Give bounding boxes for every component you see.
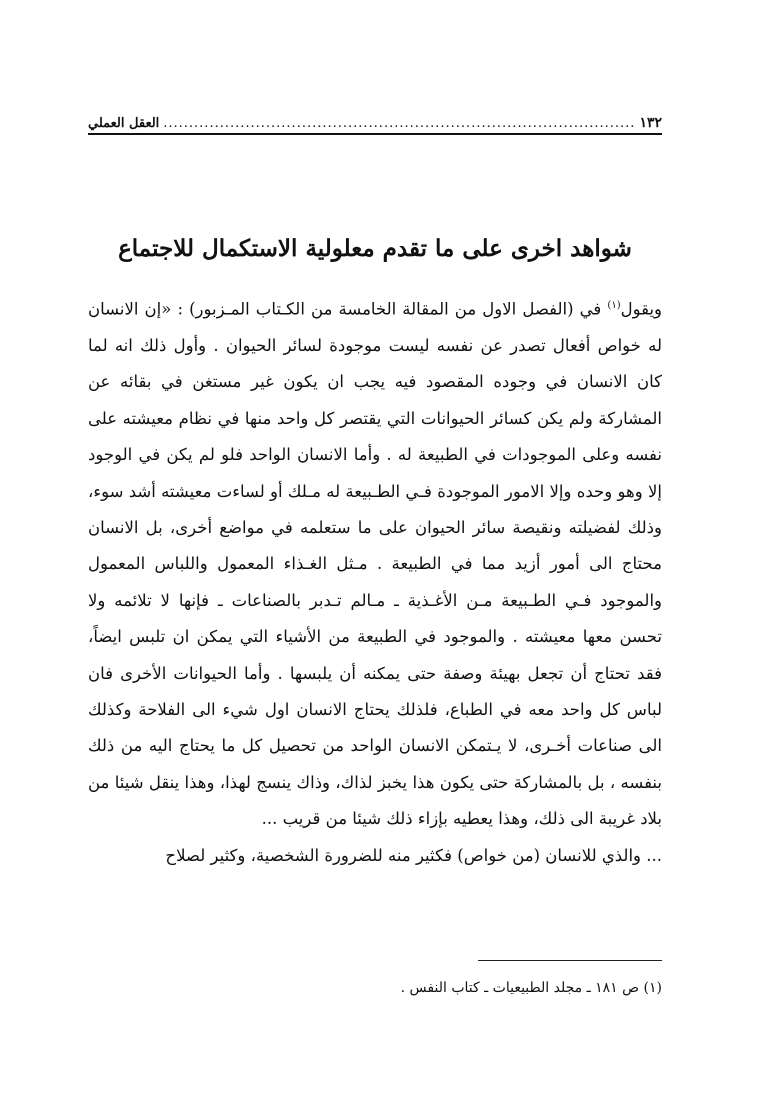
footnote-reference: (١) xyxy=(607,300,621,311)
section-heading: شواهد اخرى على ما تقدم معلولية الاستكمال للاجتماع xyxy=(118,235,632,262)
running-title: العقل العملي xyxy=(88,116,160,131)
footnote-divider xyxy=(478,960,662,961)
body-text xyxy=(88,288,662,874)
page-number: ١٣٢ xyxy=(639,115,662,131)
paragraph: ... والذي للانسان (من خواص) فكثير منه للضرورة الشخصية، وكثير لصلاح xyxy=(165,845,662,865)
paragraph-intro: ويقول xyxy=(620,299,663,319)
paragraph xyxy=(88,288,662,838)
paragraph-text: في (الفصل الاول من المقالة الخامسة من الكـتاب المـزبور) : «إن الانسان له خواص أفعال تصدر عن نفسه ليست موجودة لسائر الحيوان . وأول ذلك انه لما كان الانسان في وجوده المقصود فيه يجب ان يكون غير مستغن في بقائه عن المشاركة ولم يكن كسائر الحيوانات التي يقتصر كل واحد منها في نظام معيشته على نفسه وعلى الموجودات في الطبيعة له . وأما الانسان الواحد فلو لم يكن في الوجود إلا وهو وحده وإلا الامور الموجودة فـي الطـبيعة له مـلك أو لساءت معيشته أشد سوء، وذلك لفضيلته ونقيصة سائر الحيوان على ما ستعلمه في مواضع أخرى، بل الانسان محتاج الى أمور أزيد مما في الطبيعة . مـثل الغـذاء المعمول واللباس المعمول والموجود فـي الطـبيعة مـن الأغـذية ـ مـالم تـدبر بالصناعات ـ فإنها لا تلائمه ولا تحسن معها معيشته . والموجود في الطبيعة من الأشياء التي يمكن ان تلبس ايضاً، فقد تحتاج أن تجعل بهيئة وصفة حتى يمكنه أن يلبسها . وأما الحيوانات الأخرى فان لباس كل واحد معه في الطباع، فلذلك يحتاج الانسان اول شيء الى الفلاحة وكذلك الى صناعات أخـرى، لا يـتمكن الانسان الواحد من تحصيل كل ما يحتاج اليه من ذلك بنفسه ، بل بالمشاركة حتى يكون هذا يخبز لذاك، وذاك ينسج لهذا، وهذا ينقل شيئا من بلاد غريبة الى ذلك، وهذا يعطيه بإزاء ذلك شيئا من قريب ... xyxy=(88,299,662,829)
header-dot-leader xyxy=(163,116,635,131)
footnote: (١) ص ١٨١ ـ مجلد الطبيعيات ـ كتاب النفس . xyxy=(400,980,662,996)
page-header xyxy=(88,103,662,135)
